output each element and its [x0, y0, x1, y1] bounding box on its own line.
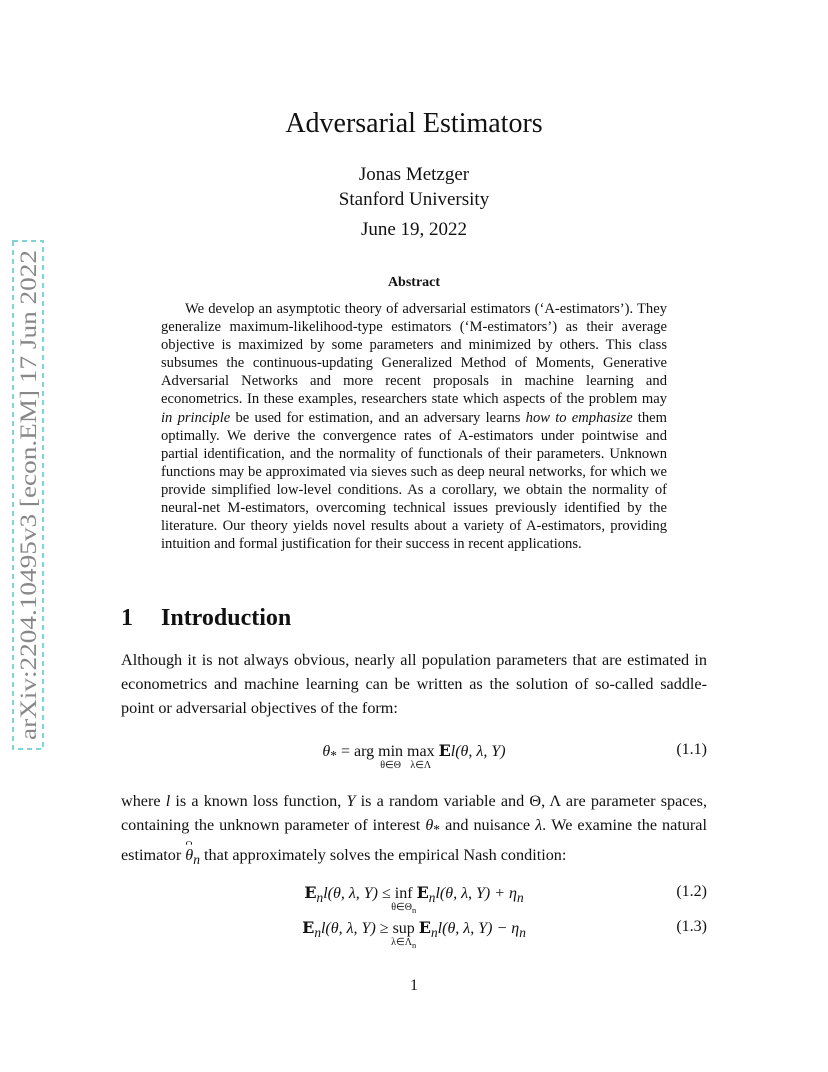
equation-1-1-expression: $\theta_*$ = arg min θ∈Θ max λ∈Λ El(θ, λ, Y) — [322, 741, 506, 771]
author-block — [0, 162, 828, 212]
intro-paragraph-2: where l is a known loss function, Y is a random variable and Θ, Λ are parameter spaces, containing the unknown parameter of interest $\theta_*$ and nuisance λ. We examine the natural estimator $\theta_n$ that approximately solves the empirical Nash condition: — [121, 792, 707, 867]
author-affiliation: Stanford University — [338, 189, 490, 210]
equation-1-2 — [121, 883, 707, 913]
equation-1-1-number: (1.1) — [676, 741, 707, 758]
arxiv-stamp — [12, 240, 44, 750]
section-number: 1 — [121, 605, 133, 631]
abstract-part3: them optimally. We derive the convergence rates of A-estimators under pointwise and partial identification, and the normality of functionals of their parameters. Unknown functions may be approximated via sieves such as deep neural networks, for which we provide simplified low-level conditions. As a corollary, we obtain the normality of neural-net M-estimators, overcoming technical issues previously identified by the literature. Our theory yields novel results about a variety of A-estimators, providing intuition and formal justification for their success in recent applications. — [161, 409, 667, 553]
arxiv-id: arXiv:2204.10495v3 [econ.EM] 17 Jun 2022 — [16, 326, 41, 740]
equation-1-3 — [121, 918, 707, 948]
equation-1-2-expression: $E_nl(\theta$, λ, Y) ≤ inf $\theta\in\Theta_n$ $E_nl(\theta$, λ, $Y) + \eta_n$ — [304, 883, 524, 915]
abstract-heading: Abstract — [387, 275, 441, 290]
equation-1-3-number: (1.3) — [676, 918, 707, 935]
page-number: 1 — [410, 977, 418, 994]
section-title: Introduction — [161, 605, 292, 631]
abstract-text — [161, 300, 667, 553]
section-heading — [121, 605, 291, 632]
intro-paragraph-1: Although it is not always obvious, nearly all population parameters that are estimated in econometrics and machine learning can be written as the solution of so-called saddle-point or adversarial objectives of the form: — [121, 651, 707, 718]
equation-1-3-expression: $E_nl(\theta$, λ, Y) ≥ sup $\lambda\in\Lambda_n$ $E_nl(\theta$, λ, $Y) - \eta_n$ — [302, 918, 526, 950]
author-name: Jonas Metzger — [358, 164, 470, 185]
abstract-part1: We develop an asymptotic theory of adversarial estimators (‘A-estimators’). They generalize maximum-likelihood-type estimators (‘M-estimators’) as their average objective is maximized by some parameters and minimized by others. This class subsumes the continuous-updating Generalized Method of Moments, Generative Adversarial Networks and more recent proposals in machine learning and econometrics. In these examples, researchers state which aspects of the problem may — [161, 301, 667, 408]
abstract-emphasis-1: in principle — [161, 409, 231, 426]
equation-1-2-number: (1.2) — [676, 883, 707, 900]
paper-title: Adversarial Estimators — [285, 108, 543, 139]
paper-date: June 19, 2022 — [360, 219, 468, 240]
equation-1-1 — [121, 741, 707, 771]
abstract-part2: be used for estimation, and an adversary learns — [230, 409, 526, 426]
abstract-emphasis-2: how to emphasize — [525, 409, 633, 426]
